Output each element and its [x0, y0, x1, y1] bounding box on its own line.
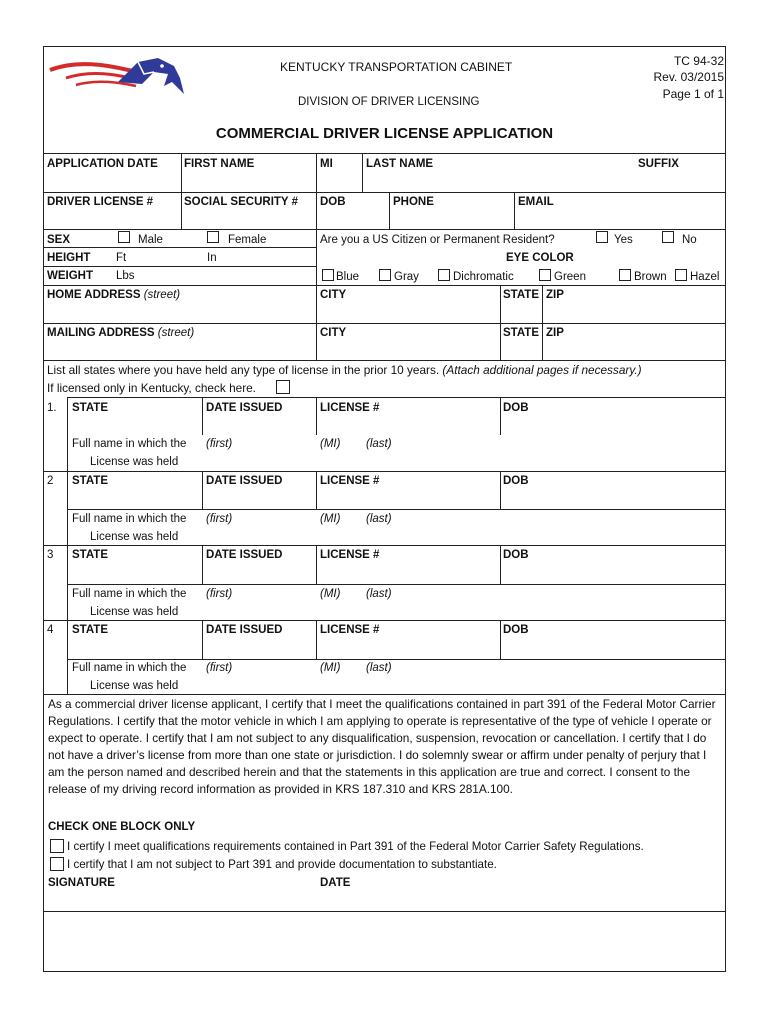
last-label: (last) [366, 438, 392, 450]
first-label: (first) [206, 438, 233, 450]
option1-label: I certify I meet qualifications requirements contained in Part 391 of the Federal Motor Carrier Safety Regulations. [67, 840, 644, 853]
citizen-question: Are you a US Citizen or Permanent Resident? [320, 234, 555, 246]
license-held-label: License was held [90, 531, 179, 543]
date-label: DATE [320, 877, 351, 889]
first-label: (first) [206, 662, 233, 674]
entry-number: 3 [47, 549, 54, 561]
application-date-label: APPLICATION DATE [47, 158, 158, 170]
entry-number: 4 [47, 624, 54, 636]
entry-number: 1. [47, 402, 57, 414]
kentucky-only-label: If licensed only in Kentucky, check here. [47, 381, 256, 395]
height-label: HEIGHT [47, 252, 91, 264]
citizen-yes-label: Yes [614, 234, 633, 246]
kentucky-only-checkbox[interactable] [276, 380, 290, 394]
mailing-city-label: CITY [320, 327, 347, 339]
eye-dichromatic-checkbox[interactable] [438, 269, 450, 281]
last-label: (last) [366, 513, 392, 525]
mailing-address-label: MAILING ADDRESS (street) [47, 327, 195, 339]
certification-text: As a commercial driver license applicant, I certify that I meet the qualifications contained in part 391 of the Federal Motor Carrier Regulations. I certify that the motor vehicle in which I am applying to operate is representative of the type of vehicle I operate or expect to operate. I certify that I am not subject to any disqualification, suspension, revocation or cancellation. I certify that I do not have a driver’s license from more than one state or jurisdiction. I do solemnly swear or affirm under penalty of perjury that I am the person named and described herein and that the statements in this application are true and correct. I consent to the release of my driving record information as provided in KRS 187.310 and KRS 281A.100. [48, 697, 716, 796]
license-number-label: LICENSE # [320, 475, 380, 487]
eye-brown-checkbox[interactable] [619, 269, 631, 281]
first-label: (first) [206, 588, 233, 600]
home-city-label: CITY [320, 289, 347, 301]
dob-label: DOB [503, 549, 529, 561]
entry-number: 2 [47, 475, 54, 487]
license-held-label: License was held [90, 456, 179, 468]
home-zip-label: ZIP [546, 289, 564, 301]
full-name-label: Full name in which the [72, 662, 187, 674]
pounds-label: Lbs [116, 270, 135, 282]
mailing-zip-label: ZIP [546, 327, 564, 339]
option1-checkbox[interactable] [50, 839, 64, 853]
form-number: TC 94-32 [673, 54, 724, 68]
license-number-label: LICENSE # [320, 402, 380, 414]
ssn-label: SOCIAL SECURITY # [184, 196, 298, 208]
last-name-label: LAST NAME [366, 158, 434, 170]
female-label: Female [228, 234, 267, 246]
state-label: STATE [72, 475, 108, 487]
license-number-label: LICENSE # [320, 624, 380, 636]
signature-label: SIGNATURE [48, 877, 115, 889]
eye-gray-checkbox[interactable] [379, 269, 391, 281]
eye-brown-label: Brown [634, 271, 667, 283]
full-name-label: Full name in which the [72, 588, 187, 600]
citizen-yes-checkbox[interactable] [596, 231, 608, 243]
home-address-label: HOME ADDRESS (street) [47, 289, 181, 301]
date-issued-label: DATE ISSUED [206, 624, 283, 636]
inches-label: In [207, 252, 217, 264]
mi-label: (MI) [320, 662, 341, 674]
mi-label: (MI) [320, 588, 341, 600]
eye-gray-label: Gray [394, 271, 419, 283]
eye-hazel-label: Hazel [690, 271, 720, 283]
last-label: (last) [366, 588, 392, 600]
citizen-no-label: No [682, 234, 697, 246]
option2-label: I certify that I am not subject to Part 391 and provide documentation to substantiate. [67, 858, 497, 871]
sex-label: SEX [47, 234, 71, 246]
dob-label: DOB [503, 402, 529, 414]
home-state-label: STATE [503, 289, 539, 301]
male-checkbox[interactable] [118, 231, 130, 243]
dob-label: DOB [503, 475, 529, 487]
eye-color-label: EYE COLOR [506, 252, 574, 264]
female-checkbox[interactable] [207, 231, 219, 243]
application-form [43, 46, 726, 972]
date-issued-label: DATE ISSUED [206, 549, 283, 561]
date-issued-label: DATE ISSUED [206, 402, 283, 414]
option2-checkbox[interactable] [50, 857, 64, 871]
license-history-instruction: List all states where you have held any type of license in the prior 10 years. (Attach additional pages if necessary.) [47, 363, 642, 377]
eye-hazel-checkbox[interactable] [675, 269, 687, 281]
first-name-label: FIRST NAME [184, 158, 255, 170]
license-held-label: License was held [90, 606, 179, 618]
dob-label: DOB [320, 196, 346, 208]
full-name-label: Full name in which the [72, 438, 187, 450]
eye-green-checkbox[interactable] [539, 269, 551, 281]
citizen-no-checkbox[interactable] [662, 231, 674, 243]
revision: Rev. 03/2015 [653, 70, 724, 84]
dob-label: DOB [503, 624, 529, 636]
eye-blue-checkbox[interactable] [322, 269, 334, 281]
first-label: (first) [206, 513, 233, 525]
form-title: COMMERCIAL DRIVER LICENSE APPLICATION [215, 125, 554, 142]
state-label: STATE [72, 549, 108, 561]
state-label: STATE [72, 402, 108, 414]
email-label: EMAIL [518, 196, 554, 208]
page-number: Page 1 of 1 [662, 87, 724, 101]
feet-label: Ft [116, 252, 127, 264]
mi-label: MI [320, 158, 333, 170]
last-label: (last) [366, 662, 392, 674]
eye-green-label: Green [554, 271, 586, 283]
license-number-label: LICENSE # [320, 549, 380, 561]
license-held-label: License was held [90, 680, 179, 692]
driver-license-label: DRIVER LICENSE # [47, 196, 154, 208]
mailing-state-label: STATE [503, 327, 539, 339]
full-name-label: Full name in which the [72, 513, 187, 525]
phone-label: PHONE [393, 196, 434, 208]
mi-label: (MI) [320, 513, 341, 525]
eye-dichromatic-label: Dichromatic [453, 271, 514, 283]
state-label: STATE [72, 624, 108, 636]
agency-name: KENTUCKY TRANSPORTATION CABINET [280, 60, 513, 74]
male-label: Male [138, 234, 163, 246]
eye-blue-label: Blue [336, 271, 360, 283]
check-one-label: CHECK ONE BLOCK ONLY [48, 821, 196, 833]
suffix-label: SUFFIX [638, 158, 679, 170]
weight-label: WEIGHT [47, 270, 93, 282]
mi-label: (MI) [320, 438, 341, 450]
division-name: DIVISION OF DRIVER LICENSING [298, 96, 480, 108]
date-issued-label: DATE ISSUED [206, 475, 283, 487]
